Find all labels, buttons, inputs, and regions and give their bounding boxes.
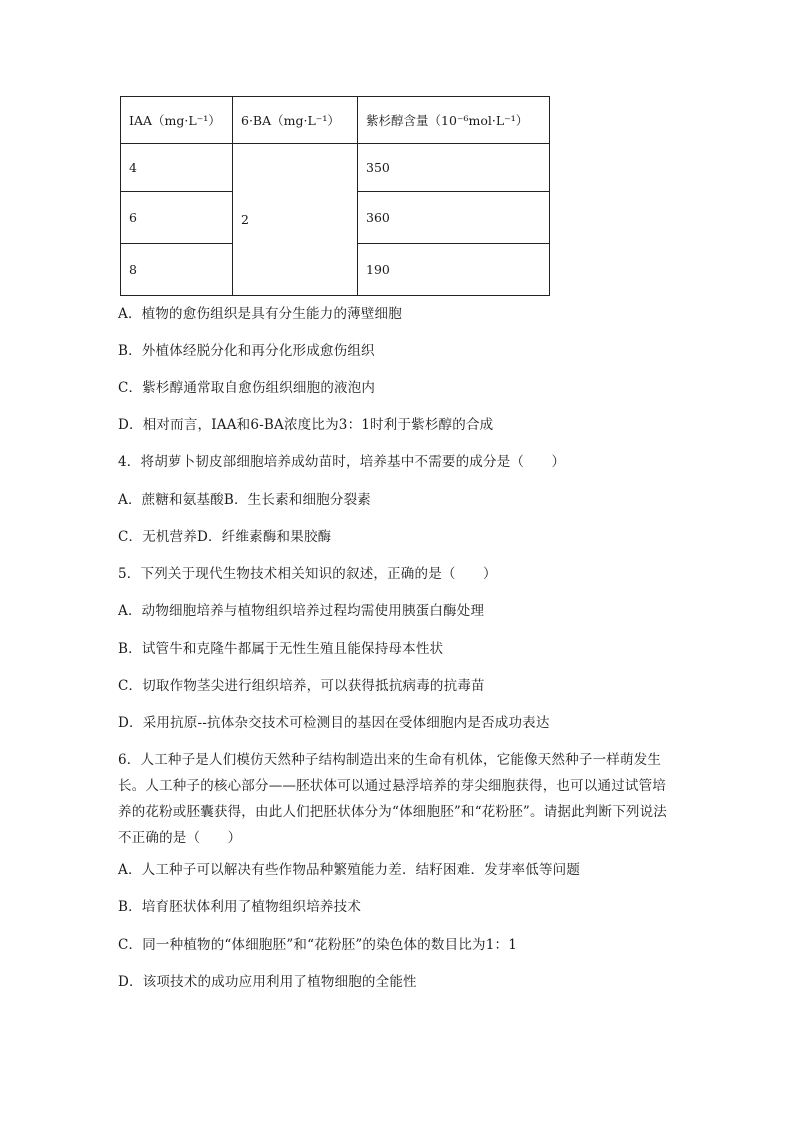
q3-option-d: D．相对而言，IAA和6-BA浓度比为3：1时利于紫杉醇的合成 xyxy=(118,417,494,433)
q5-option-b: B．试管牛和克隆牛都属于无性生殖且能保持母本性状 xyxy=(118,641,444,657)
header-iaa: IAA（mg·L⁻¹） xyxy=(121,97,233,144)
q6-option-b: B．培育胚状体利用了植物组织培养技术 xyxy=(118,899,362,915)
cell-iaa: 4 xyxy=(121,144,233,192)
q5-stem: 5．下列关于现代生物技术相关知识的叙述，正确的是（ ） xyxy=(118,566,497,582)
header-taxol-content: 紫杉醇含量（10⁻⁶mol·L⁻¹） xyxy=(358,97,550,144)
q3-option-c: C．紫杉醇通常取自愈伤组织细胞的液泡内 xyxy=(118,380,376,396)
cell-content: 350 xyxy=(358,144,550,192)
table-row xyxy=(121,144,550,192)
q5-option-c: C．切取作物茎尖进行组织培养，可以获得抵抗病毒的抗毒苗 xyxy=(118,678,485,694)
q5-option-d: D．采用抗原--抗体杂交技术可检测目的基因在受体细胞内是否成功表达 xyxy=(118,715,550,731)
q3-option-a: A．植物的愈伤组织是具有分生能力的薄壁细胞 xyxy=(118,306,402,322)
q5-option-a: A．动物细胞培养与植物组织培养过程均需使用胰蛋白酶处理 xyxy=(118,603,485,619)
q4-option-cd: C．无机营养D．纤维素酶和果胶酶 xyxy=(118,529,332,545)
q4-option-ab: A．蔗糖和氨基酸B．生长素和细胞分裂素 xyxy=(118,492,371,508)
q6-option-c: C．同一种植物的“体细胞胚”和“花粉胚”的染色体的数目比为1：1 xyxy=(118,937,518,953)
cell-iaa: 8 xyxy=(121,244,233,296)
q6-stem: 6．人工种子是人们模仿天然种子结构制造出来的生命有机体，它能像天然种子一样萌发生长。人工种子的核心部分——胚状体可以通过悬浮培养的芽尖细胞获得，也可以通过试管培养的花粉或胚囊获得，由此人们把胚状体分为“体细胞胚”和“花粉胚”。请据此判断下列说法不正确的是（ ） xyxy=(118,752,668,846)
q4-stem: 4．将胡萝卜韧皮部细胞培养成幼苗时，培养基中不需要的成分是（ ） xyxy=(118,454,566,470)
cell-content: 190 xyxy=(358,244,550,296)
q6-option-a: A．人工种子可以解决有些作物品种繁殖能力差．结籽困难．发芽率低等问题 xyxy=(118,862,581,878)
cell-content: 360 xyxy=(358,192,550,244)
cell-iaa: 6 xyxy=(121,192,233,244)
header-6ba: 6·BA（mg·L⁻¹） xyxy=(233,97,358,144)
q3-option-b: B．外植体经脱分化和再分化形成愈伤组织 xyxy=(118,343,375,359)
data-table xyxy=(120,96,550,296)
cell-6ba-merged: 2 xyxy=(233,144,358,296)
table-header-row xyxy=(121,97,550,144)
q6-option-d: D．该项技术的成功应用利用了植物细胞的全能性 xyxy=(118,974,417,990)
